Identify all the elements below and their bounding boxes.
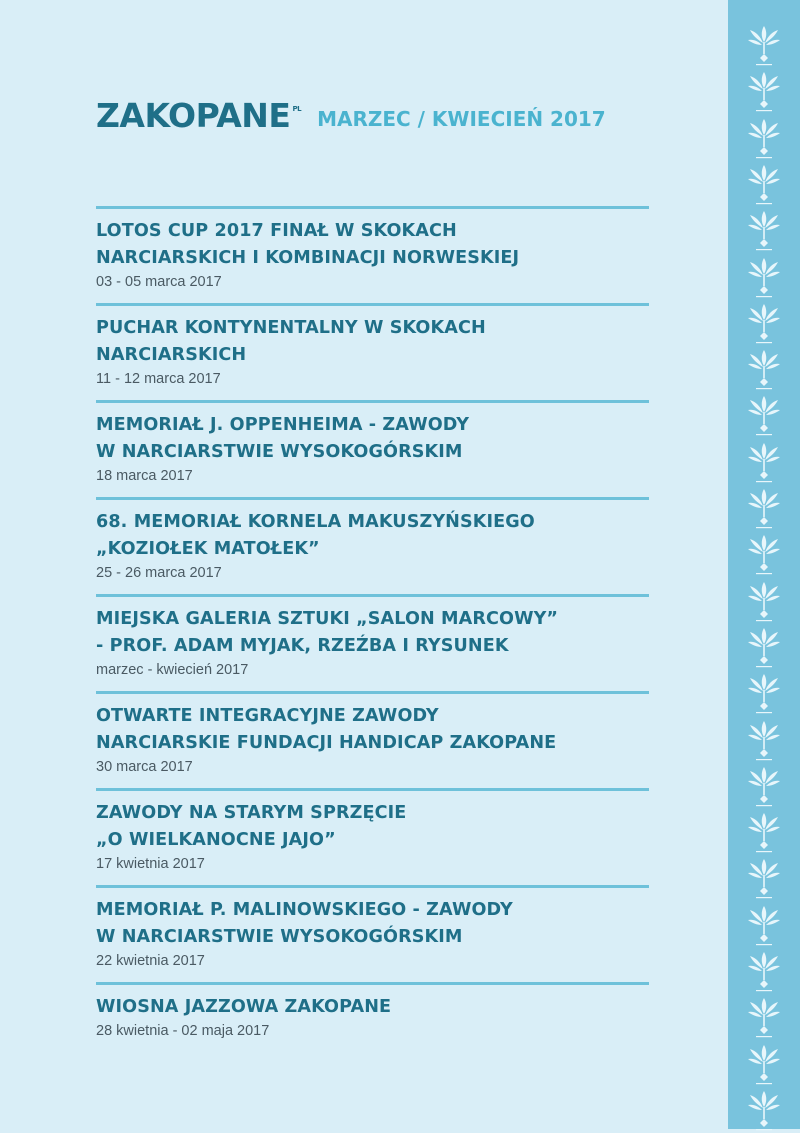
- folk-flower-icon: [742, 115, 786, 161]
- folk-flower-icon: [742, 948, 786, 994]
- event-date: 28 kwietnia - 02 maja 2017: [96, 1023, 270, 1039]
- event-title: PUCHAR KONTYNENTALNY W SKOKACH NARCIARSKICH: [96, 318, 486, 365]
- event-item: [96, 206, 649, 303]
- folk-flower-icon: [742, 994, 786, 1040]
- event-date: 03 - 05 marca 2017: [96, 274, 222, 290]
- folk-flower-icon: [742, 161, 786, 207]
- event-item: [96, 594, 649, 691]
- event-title: WIOSNA JAZZOWA ZAKOPANE: [96, 997, 392, 1017]
- folk-flower-icon: [742, 485, 786, 531]
- event-item: [96, 885, 649, 982]
- folk-flower-icon: [742, 578, 786, 624]
- event-title: OTWARTE INTEGRACYJNE ZAWODY NARCIARSKIE FUNDACJI HANDICAP ZAKOPANE: [96, 706, 557, 753]
- folk-flower-icon: [742, 1087, 786, 1133]
- event-date: 25 - 26 marca 2017: [96, 565, 222, 581]
- event-date: 11 - 12 marca 2017: [96, 371, 221, 387]
- event-date: 22 kwietnia 2017: [96, 953, 205, 969]
- logo-suffix: PL: [292, 105, 302, 113]
- folk-flower-icon: [742, 1041, 786, 1087]
- event-date: 17 kwietnia 2017: [96, 856, 205, 872]
- event-item: [96, 982, 649, 1079]
- event-item: [96, 497, 649, 594]
- event-item: [96, 400, 649, 497]
- event-title: MEMORIAŁ J. OPPENHEIMA - ZAWODY W NARCIARSTWIE WYSOKOGÓRSKIM: [96, 415, 470, 462]
- event-item: [96, 303, 649, 400]
- folk-flower-icon: [742, 902, 786, 948]
- event-list: [96, 206, 649, 1079]
- event-date: marzec - kwiecień 2017: [96, 662, 249, 678]
- folk-flower-icon: [742, 717, 786, 763]
- header: [96, 94, 606, 134]
- zakopane-logo: [96, 98, 301, 134]
- folk-flower-icon: [742, 254, 786, 300]
- folk-flower-icon: [742, 439, 786, 485]
- folk-flower-icon: [742, 392, 786, 438]
- event-title: ZAWODY NA STARYM SPRZĘCIE „O WIELKANOCNE JAJO”: [96, 803, 407, 850]
- folk-flower-icon: [742, 300, 786, 346]
- folk-flower-icon: [742, 68, 786, 114]
- decorative-side-strip: [728, 0, 800, 1129]
- event-title: MEMORIAŁ P. MALINOWSKIEGO - ZAWODY W NARCIARSTWIE WYSOKOGÓRSKIM: [96, 900, 513, 947]
- event-item: [96, 788, 649, 885]
- folk-flower-icon: [742, 855, 786, 901]
- event-title: 68. MEMORIAŁ KORNELA MAKUSZYŃSKIEGO „KOZIOŁEK MATOŁEK”: [96, 512, 535, 559]
- folk-flower-icon: [742, 531, 786, 577]
- logo-text: ZAKOPANE: [96, 96, 291, 135]
- event-title: LOTOS CUP 2017 FINAŁ W SKOKACH NARCIARSKICH I KOMBINACJI NORWESKIEJ: [96, 221, 520, 268]
- event-item: [96, 691, 649, 788]
- folk-flower-icon: [742, 207, 786, 253]
- folk-flower-icon: [742, 624, 786, 670]
- issue-date: MARZEC / KWIECIEŃ 2017: [317, 107, 606, 131]
- folk-flower-icon: [742, 809, 786, 855]
- event-date: 18 marca 2017: [96, 468, 193, 484]
- event-title: MIEJSKA GALERIA SZTUKI „SALON MARCOWY” - PROF. ADAM MYJAK, RZEŹBA I RYSUNEK: [96, 609, 559, 656]
- folk-flower-icon: [742, 22, 786, 68]
- event-date: 30 marca 2017: [96, 759, 193, 775]
- folk-flower-icon: [742, 763, 786, 809]
- folk-flower-icon: [742, 346, 786, 392]
- folk-flower-icon: [742, 670, 786, 716]
